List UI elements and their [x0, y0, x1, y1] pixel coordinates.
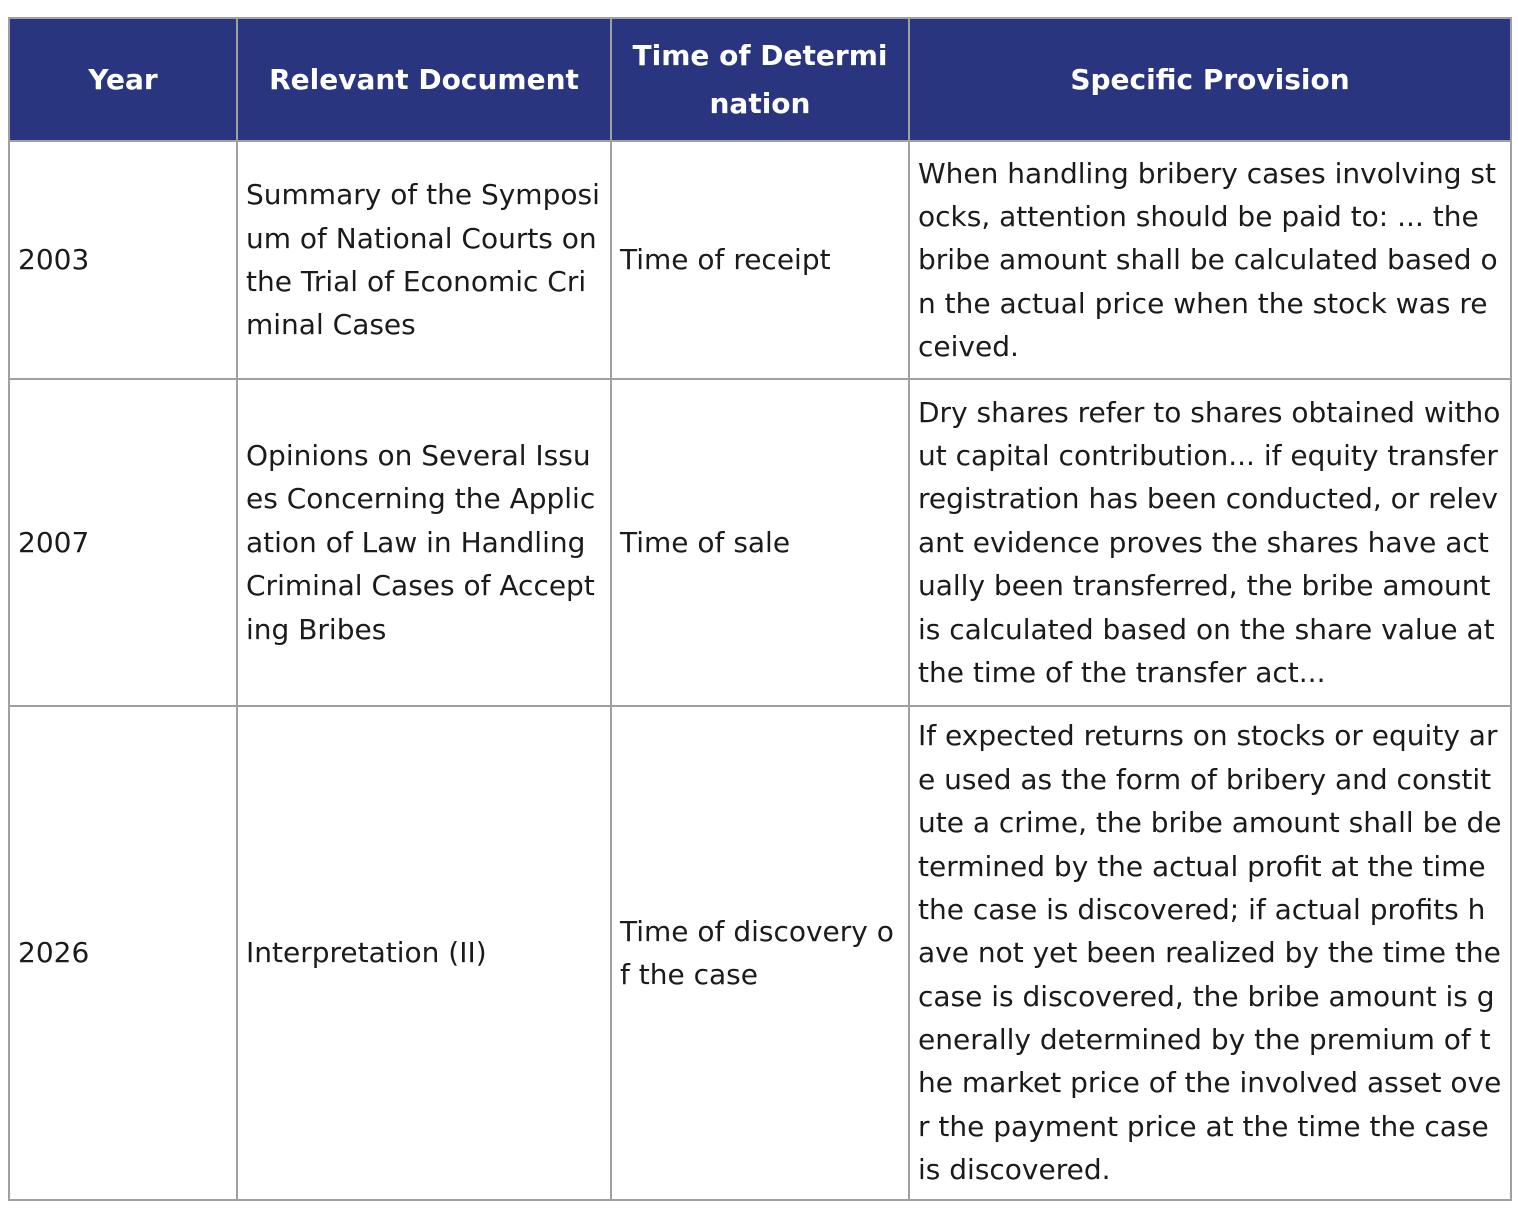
column-header-relevant-document: Relevant Document: [237, 18, 611, 141]
time-cell: Time of discovery of the case: [611, 706, 909, 1200]
provision-cell: When handling bribery cases involving stocks, attention should be paid to: ... the bribe amount shall be calculated based on the actual price when the stock was received.: [909, 141, 1511, 379]
time-cell: Time of sale: [611, 379, 909, 706]
provisions-table: [8, 17, 1512, 1201]
table-row: [9, 379, 1511, 706]
document-cell: Opinions on Several Issues Concerning the Application of Law in Handling Criminal Cases of Accepting Bribes: [237, 379, 611, 706]
year-cell: 2003: [9, 141, 237, 379]
year-cell: 2007: [9, 379, 237, 706]
table-row: [9, 141, 1511, 379]
provision-cell: If expected returns on stocks or equity are used as the form of bribery and constitute a crime, the bribe amount shall be determined by the actual profit at the time the case is discovered; if actual profits have not yet been realized by the time the case is discovered, the bribe amount is generally determined by the premium of the market price of the involved asset over the payment price at the time the case is discovered.: [909, 706, 1511, 1200]
document-cell: Interpretation (II): [237, 706, 611, 1200]
time-cell: Time of receipt: [611, 141, 909, 379]
column-header-time-of-determination: Time of Determination: [611, 18, 909, 141]
column-header-specific-provision: Specific Provision: [909, 18, 1511, 141]
table-row: [9, 706, 1511, 1200]
document-cell: Summary of the Symposium of National Courts on the Trial of Economic Criminal Cases: [237, 141, 611, 379]
table-header-row: [9, 18, 1511, 141]
provision-cell: Dry shares refer to shares obtained without capital contribution... if equity transfer registration has been conducted, or relevant evidence proves the shares have actually been transferred, the bribe amount is calculated based on the share value at the time of the transfer act...: [909, 379, 1511, 706]
year-cell: 2026: [9, 706, 237, 1200]
column-header-year: Year: [9, 18, 237, 141]
